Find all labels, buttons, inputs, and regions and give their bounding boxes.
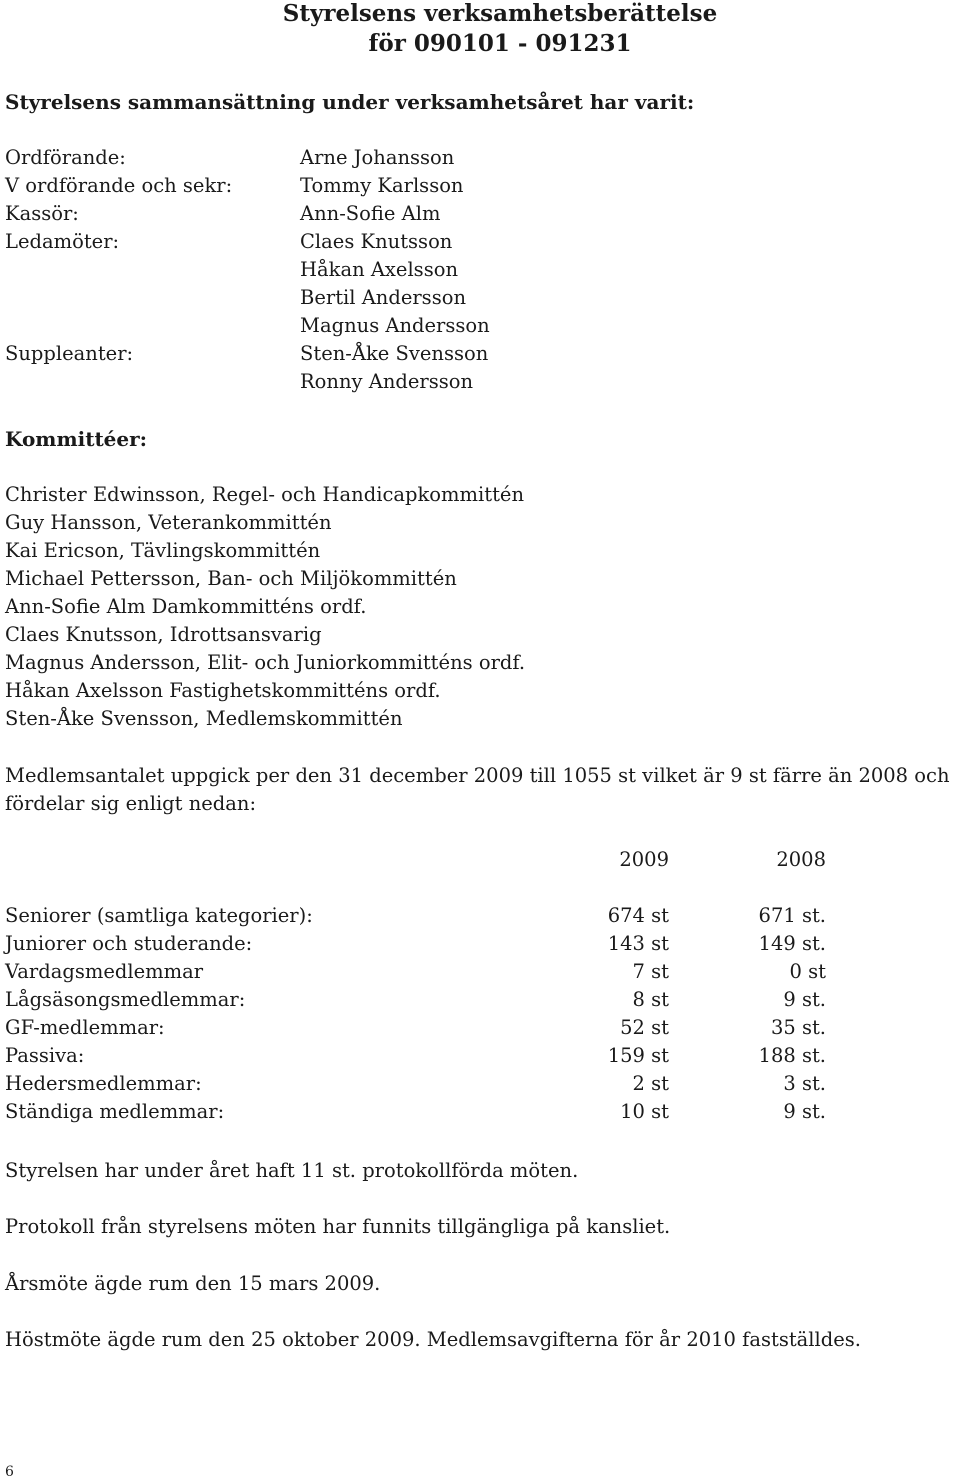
year-header-2008: 2008: [776, 848, 826, 871]
committee-item: Christer Edwinsson, Regel- och Handicapkommittén: [5, 483, 525, 506]
board-member-name: Bertil Andersson: [300, 286, 466, 309]
role-label: Ordförande:: [5, 146, 126, 169]
page-number: 6: [5, 1464, 14, 1480]
board-member-name: Sten-Åke Svensson: [300, 342, 489, 365]
membership-category: Ständiga medlemmar:: [5, 1100, 225, 1123]
membership-category: Seniorer (samtliga kategorier):: [5, 904, 313, 927]
membership-count-2008: 3 st.: [783, 1072, 826, 1095]
membership-category: Vardagsmedlemmar: [5, 960, 204, 983]
board-member-name: Claes Knutsson: [300, 230, 453, 253]
year-header-2009: 2009: [619, 848, 669, 871]
membership-category: GF-medlemmar:: [5, 1016, 165, 1039]
role-label: Suppleanter:: [5, 342, 134, 365]
membership-count-2008: 9 st.: [783, 988, 826, 1011]
membership-count-2009: 159 st: [607, 1044, 669, 1067]
committee-item: Claes Knutsson, Idrottsansvarig: [5, 623, 322, 646]
role-label: Kassör:: [5, 202, 79, 225]
membership-count-2008: 0 st: [789, 960, 826, 983]
board-heading: Styrelsens sammansättning under verksamhetsåret har varit:: [5, 90, 695, 114]
membership-count-2009: 2 st: [632, 1072, 669, 1095]
meetings-statement: Styrelsen har under året haft 11 st. protokollförda möten.: [5, 1159, 579, 1182]
board-member-name: Ronny Andersson: [300, 370, 474, 393]
membership-intro: Medlemsantalet uppgick per den 31 december 2009 till 1055 st vilket är 9 st färre än 2008 och fördelar sig enligt nedan:: [5, 764, 950, 815]
board-member-name: Håkan Axelsson: [300, 258, 458, 281]
membership-count-2009: 674 st: [607, 904, 669, 927]
document-period: för 090101 - 091231: [368, 30, 632, 57]
committee-item: Michael Pettersson, Ban- och Miljökommittén: [5, 567, 457, 590]
role-label: Ledamöter:: [5, 230, 120, 253]
committee-item: Magnus Andersson, Elit- och Juniorkommitténs ordf.: [5, 651, 526, 674]
membership-count-2009: 143 st: [607, 932, 669, 955]
committee-item: Sten-Åke Svensson, Medlemskommittén: [5, 707, 403, 730]
board-member-name: Ann-Sofie Alm: [300, 202, 441, 225]
committee-item: Ann-Sofie Alm Damkommitténs ordf.: [5, 595, 367, 618]
board-member-name: Arne Johansson: [300, 146, 455, 169]
autumn-meeting-statement: Höstmöte ägde rum den 25 oktober 2009. Medlemsavgifterna för år 2010 fastställdes.: [5, 1328, 862, 1351]
membership-count-2008: 35 st.: [770, 1016, 826, 1039]
membership-count-2009: 10 st: [620, 1100, 669, 1123]
protocol-statement: Protokoll från styrelsens möten har funnits tillgängliga på kansliet.: [5, 1215, 671, 1238]
membership-category: Lågsäsongsmedlemmar:: [5, 988, 246, 1011]
committee-item: Kai Ericson, Tävlingskommittén: [5, 539, 321, 562]
membership-count-2008: 671 st.: [758, 904, 826, 927]
membership-category: Juniorer och studerande:: [5, 932, 253, 955]
committee-item: Guy Hansson, Veterankommittén: [5, 511, 332, 534]
membership-count-2008: 188 st.: [758, 1044, 826, 1067]
membership-count-2009: 52 st: [620, 1016, 669, 1039]
annual-meeting-statement: Årsmöte ägde rum den 15 mars 2009.: [5, 1272, 381, 1295]
role-label: V ordförande och sekr:: [5, 174, 233, 197]
board-member-name: Magnus Andersson: [300, 314, 490, 337]
board-member-name: Tommy Karlsson: [300, 174, 464, 197]
document-title: Styrelsens verksamhetsberättelse: [282, 0, 718, 27]
membership-count-2009: 8 st: [632, 988, 669, 1011]
membership-category: Passiva:: [5, 1044, 85, 1067]
committee-item: Håkan Axelsson Fastighetskommitténs ordf.: [5, 679, 441, 702]
committees-heading: Kommittéer:: [5, 427, 148, 451]
membership-count-2009: 7 st: [632, 960, 669, 983]
membership-count-2008: 149 st.: [758, 932, 826, 955]
membership-count-2008: 9 st.: [783, 1100, 826, 1123]
membership-category: Hedersmedlemmar:: [5, 1072, 202, 1095]
